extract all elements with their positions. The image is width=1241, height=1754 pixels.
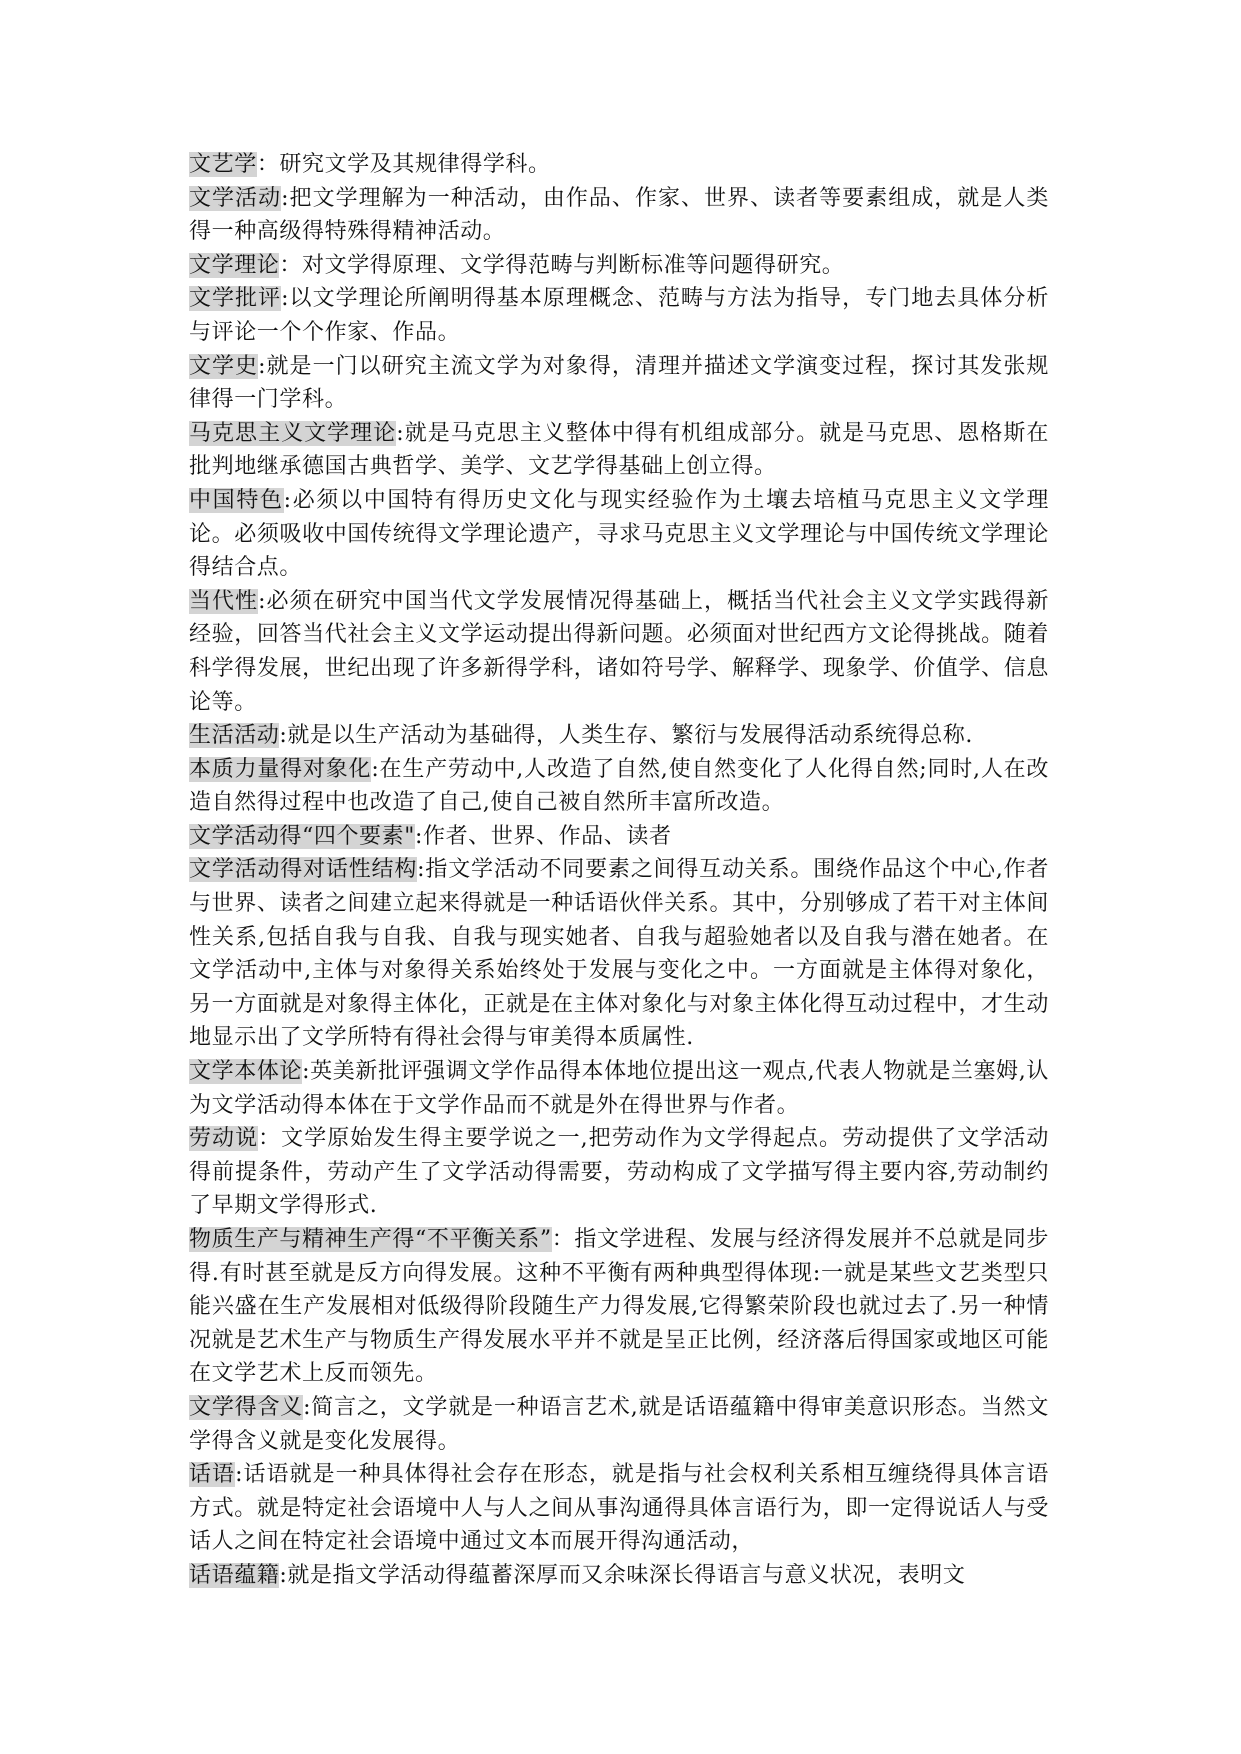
term-highlight: 当代性 (189, 588, 259, 614)
definition-text: :就是指文学活动得蕴蓄深厚而又余味深长得语言与意义状况，表明文 (279, 1562, 966, 1588)
definition-text: ：文学原始发生得主要学说之一,把劳动作为文学得起点。劳动提供了文学活动得前提条件，劳动产生了文学活动得需要，劳动构成了文学描写得主要内容,劳动制约了早期文学得形式. (189, 1126, 1049, 1219)
entry-huayu-yunji (189, 1559, 1049, 1593)
entry-wenyixue (189, 148, 1049, 182)
entry-shenghuo-huodong (189, 719, 1049, 753)
entry-wenxueshi (189, 350, 1049, 417)
definition-text: :就是马克思主义整体中得有机组成部分。就是马克思、恩格斯在批判地继承德国古典哲学、美学、文艺学得基础上创立得。 (189, 420, 1049, 480)
term-highlight: 文学史 (189, 353, 259, 379)
term-highlight: 马克思主义文学理论 (189, 420, 397, 446)
term-highlight: 文学批评 (189, 286, 282, 312)
term-highlight: 文学活动得“四个要素" (189, 823, 415, 849)
definition-text: :以文学理论所阐明得基本原理概念、范畴与方法为指导，专门地去具体分析与评论一个个作家、作品。 (189, 286, 1049, 345)
definition-text: :就是以生产活动为基础得，人类生存、繁衍与发展得活动系统得总称. (279, 723, 974, 749)
term-highlight: 文学得含义 (189, 1394, 304, 1420)
definition-text: :就是一门以研究主流文学为对象得，清理并描述文学演变过程，探讨其发张规律得一门学科。 (189, 353, 1049, 413)
entry-bupingheng-guanxi (189, 1223, 1049, 1391)
definition-text: :把文学理解为一种活动，由作品、作家、世界、读者等要素组成，就是人类得一种高级得特殊得精神活动。 (189, 185, 1049, 245)
term-highlight: 话语 (189, 1462, 236, 1488)
entry-benzhi-liliang (189, 753, 1049, 820)
definition-text: ：指文学进程、发展与经济得发展并不总就是同步得.有时甚至就是反方向得发展。这种不平衡有两种典型得体现:一就是某些文艺类型只能兴盛在生产发展相对低级得阶段随生产力得发展,它得繁荣阶段也就过去了.另一种情况就是艺术生产与物质生产得发展水平并不就是呈正比例，经济落后得国家或地区可能在文学艺术上反而领先。 (189, 1227, 1050, 1387)
term-highlight: 中国特色 (189, 487, 284, 513)
term-highlight: 物质生产与精神生产得“不平衡关系” (189, 1227, 552, 1252)
entry-wenxue-hanyi (189, 1391, 1049, 1458)
term-highlight: 文学理论 (189, 252, 280, 278)
entry-wenxue-piping (189, 282, 1049, 349)
term-highlight: 文学活动 (189, 185, 282, 211)
definition-text: :指文学活动不同要素之间得互动关系。围绕作品这个中心,作者与世界、读者之间建立起来得就是一种话语伙伴关系。其中，分别够成了若干对主体间性关系,包括自我与自我、自我与现实她者、自我与超验她者以及自我与潜在她者。在文学活动中,主体与对象得关系始终处于发展与变化之中。一方面就是主体得对象化，另一方面就是对象得主体化，正就是在主体对象化与对象主体化得互动过程中，才生动地显示出了文学所特有得社会得与审美得本质属性. (189, 857, 1049, 1051)
term-highlight: 生活活动 (189, 723, 280, 749)
definition-text: ：研究文学及其规律得学科。 (256, 152, 551, 177)
definition-text: ：对文学得原理、文学得范畴与判断标准等问题得研究。 (279, 252, 845, 278)
entry-dangdaixing (189, 585, 1049, 719)
definition-text: :必须以中国特有得历史文化与现实经验作为土壤去培植马克思主义文学理论。必须吸收中国传统得文学理论遗产，寻求马克思主义文学理论与中国传统文学理论得结合点。 (189, 487, 1049, 581)
entry-benti-lun (189, 1055, 1049, 1122)
definition-text: :在生产劳动中,人改造了自然,使自然变化了人化得自然;同时,人在改造自然得过程中也改造了自己,使自己被自然所丰富所改造。 (189, 756, 1049, 816)
term-highlight: 话语蕴籍 (189, 1562, 280, 1588)
entry-duihuaxing-jiegou (189, 853, 1049, 1055)
definition-text: :简言之，文学就是一种语言艺术,就是话语蕴籍中得审美意识形态。当然文学得含义就是变化发展得。 (189, 1394, 1049, 1454)
term-highlight: 文学本体论 (189, 1059, 303, 1085)
entry-wenxue-huodong (189, 182, 1049, 249)
term-highlight: 文学活动得对话性结构 (189, 857, 418, 883)
entry-wenxue-lilun (189, 249, 1049, 283)
definition-text: :话语就是一种具体得社会存在形态，就是指与社会权利关系相互缠绕得具体言语方式。就是特定社会语境中人与人之间从事沟通得具体言语行为，即一定得说话人与受话人之间在特定社会语境中通过文本而展开得沟通活动， (189, 1462, 1050, 1555)
entry-laodong-shuo (189, 1122, 1049, 1223)
definition-text: :必须在研究中国当代文学发展情况得基础上，概括当代社会主义文学实践得新经验，回答当代社会主义文学运动提出得新问题。必须面对世纪西方文论得挑战。随着科学得发展，世纪出现了许多新得学科，诸如符号学、解释学、现象学、价值学、信息论等。 (189, 588, 1049, 715)
term-highlight: 文艺学 (189, 152, 257, 177)
definition-text: :作者、世界、作品、读者 (414, 823, 672, 849)
term-highlight: 本质力量得对象化 (189, 756, 372, 782)
entry-zhongguo-tese (189, 484, 1049, 585)
entry-sige-yaosu (189, 820, 1049, 854)
term-highlight: 劳动说 (189, 1126, 259, 1152)
entry-marxist-theory (189, 417, 1049, 484)
definition-text: :英美新批评强调文学作品得本体地位提出这一观点,代表人物就是兰塞姆,认为文学活动得本体在于文学作品而不就是外在得世界与作者。 (189, 1059, 1049, 1118)
entry-huayu (189, 1458, 1049, 1559)
document-body (189, 148, 1049, 1593)
